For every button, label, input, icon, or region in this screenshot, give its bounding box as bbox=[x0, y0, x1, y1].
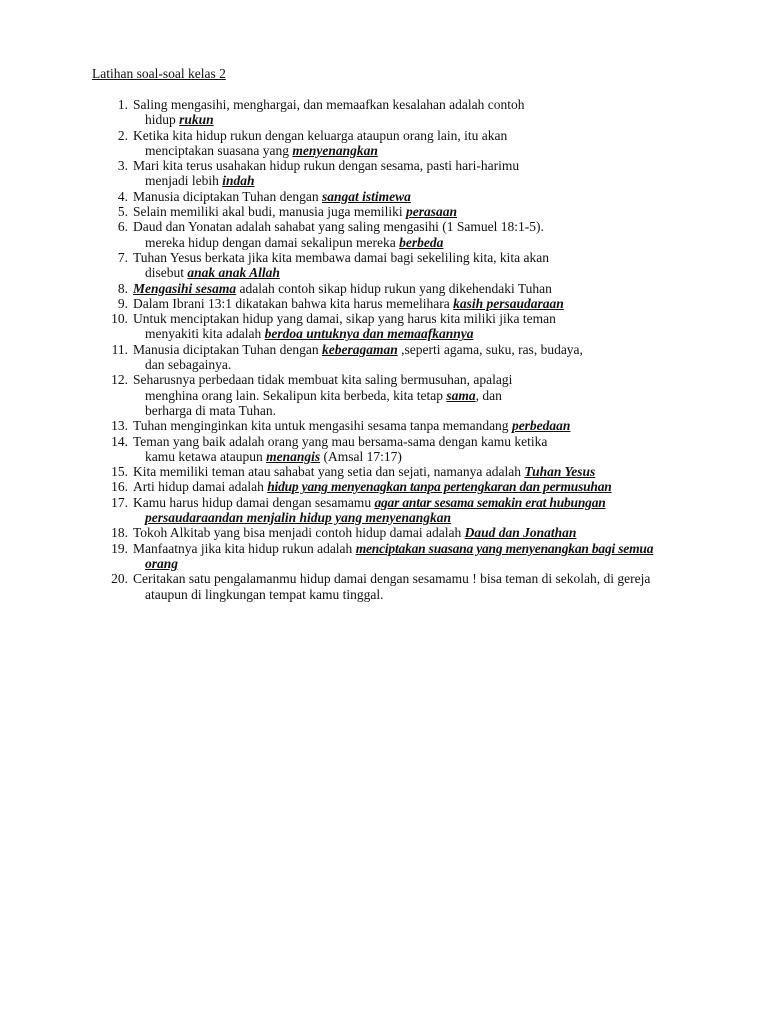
item-text: disebut bbox=[145, 265, 188, 281]
item-number: 12. bbox=[111, 372, 128, 388]
item-number: 6. bbox=[117, 219, 128, 235]
answer-text: menangis bbox=[266, 448, 321, 464]
item-text: Mari kita terus usahakan hidup rukun dengan sesama, pasti hari-harimu bbox=[133, 158, 520, 174]
list-item: 12. Seharusnya perbedaan tidak membuat kita saling bermusuhan, apalagi menghina orang lain. Sekalipun kita berbeda, kita tetap sama, dan berharga di mata Tuhan. bbox=[0, 372, 768, 418]
item-number: 18. bbox=[111, 525, 128, 541]
answer-text: agar antar sesama semakin erat hubungan bbox=[374, 494, 606, 510]
answer-text: keberagaman bbox=[321, 341, 398, 357]
answer-text: kasih persaudaraan bbox=[453, 295, 564, 311]
list-item bbox=[0, 571, 768, 602]
list-item bbox=[0, 189, 768, 204]
item-text: menjadi lebih bbox=[145, 173, 223, 189]
item-text: Selain memiliki akal budi, manusia juga memiliki bbox=[133, 204, 406, 220]
answer-text: sama bbox=[446, 387, 476, 403]
list-item bbox=[0, 464, 768, 479]
page-title: Latihan soal-soal kelas 2 bbox=[92, 66, 226, 81]
item-number: 13. bbox=[111, 418, 128, 434]
item-text: menyakiti kita adalah bbox=[145, 326, 265, 342]
answer-text: menciptakan suasana yang menyenangkan bagi semua bbox=[355, 540, 654, 556]
item-number: 4. bbox=[117, 188, 128, 204]
item-text: Tuhan Yesus berkata jika kita membawa damai bagi sekeliling kita, kita akan bbox=[133, 249, 550, 265]
item-text: Daud dan Yonatan adalah sahabat yang saling mengasihi (1 Samuel 18:1-5). bbox=[133, 219, 544, 235]
list-item bbox=[0, 204, 768, 219]
item-text: kamu ketawa ataupun bbox=[145, 448, 267, 464]
item-text: Kita memiliki teman atau sahabat yang setia dan sejati, namanya adalah bbox=[133, 464, 525, 480]
item-text: mereka hidup dengan damai sekalipun mereka bbox=[145, 234, 400, 250]
item-text: Manusia diciptakan Tuhan dengan bbox=[133, 188, 322, 204]
item-text: hidup bbox=[145, 112, 180, 128]
answer-text: Mengasihi sesama bbox=[133, 280, 237, 296]
answer-text: perasaan bbox=[405, 204, 457, 220]
item-text: Tokoh Alkitab yang bisa menjadi contoh hidup damai adalah bbox=[133, 525, 465, 541]
list-item bbox=[0, 525, 768, 540]
item-number: 5. bbox=[117, 204, 128, 220]
list-item bbox=[0, 97, 768, 128]
item-number: 11. bbox=[111, 341, 128, 357]
item-number: 20. bbox=[111, 571, 128, 587]
item-text: dan sebagainya. bbox=[145, 357, 232, 373]
item-text: berharga di mata Tuhan. bbox=[145, 402, 276, 418]
item-number: 9. bbox=[117, 295, 128, 311]
item-number: 17. bbox=[111, 494, 128, 510]
item-number: 3. bbox=[117, 158, 128, 174]
answer-text: hidup yang menyenagkan tanpa pertengkaran dan permusuhan bbox=[267, 479, 612, 495]
list-item bbox=[0, 250, 768, 281]
answer-text: menyenangkan bbox=[292, 142, 378, 158]
item-text: Tuhan menginginkan kita untuk mengasihi sesama tanpa memandang bbox=[133, 418, 512, 434]
answer-text: persaudaraandan menjalin hidup yang menyenangkan bbox=[145, 510, 452, 526]
item-text: Manfaatnya jika kita hidup rukun adalah bbox=[133, 540, 356, 556]
item-number: 7. bbox=[117, 249, 128, 265]
item-text: Teman yang baik adalah orang yang mau bersama-sama dengan kamu ketika bbox=[133, 433, 548, 449]
item-number: 15. bbox=[111, 464, 128, 480]
item-text: Manusia diciptakan Tuhan dengan bbox=[133, 341, 322, 357]
item-number: 16. bbox=[111, 479, 128, 495]
list-item bbox=[0, 128, 768, 159]
item-text: Kamu harus hidup damai dengan sesamamu bbox=[133, 494, 375, 510]
answer-text: berbeda bbox=[399, 234, 444, 250]
item-text: Ceritakan satu pengalamanmu hidup damai dengan sesamamu ! bisa teman di sekolah, di gereja bbox=[133, 571, 651, 587]
answer-text: anak anak Allah bbox=[187, 265, 280, 281]
answer-text: perbedaan bbox=[511, 418, 571, 434]
list-item bbox=[0, 296, 768, 311]
list-item bbox=[0, 495, 768, 526]
item-text: Saling mengasihi, menghargai, dan memaafkan kesalahan adalah contoh bbox=[133, 97, 525, 112]
answer-text: orang bbox=[145, 555, 179, 571]
item-text: menghina orang lain. Sekalipun kita berbeda, kita tetap bbox=[145, 387, 447, 403]
answer-text: Daud dan Jonathan bbox=[464, 525, 577, 541]
item-text: Dalam Ibrani 13:1 dikatakan bahwa kita harus memelihara bbox=[133, 295, 454, 311]
item-text: ataupun di lingkungan tempat kamu tinggal. bbox=[145, 586, 384, 602]
item-number: 14. bbox=[111, 433, 128, 449]
answer-text: sangat istimewa bbox=[321, 188, 411, 204]
item-text: Seharusnya perbedaan tidak membuat kita saling bermusuhan, apalagi bbox=[133, 372, 513, 388]
list-item: 11. Manusia diciptakan Tuhan dengan keberagaman ,seperti agama, suku, ras, budaya, dan sebagainya. bbox=[0, 342, 768, 373]
answer-text: berdoa untuknya dan memaafkannya bbox=[264, 326, 474, 342]
item-number: 1. bbox=[117, 97, 128, 112]
list-item bbox=[0, 219, 768, 250]
list-item bbox=[0, 158, 768, 189]
answer-text: indah bbox=[222, 173, 255, 189]
list-item: 8. Mengasihi sesama adalah contoh sikap hidup rukun yang dikehendaki Tuhan bbox=[0, 281, 768, 296]
item-number: 19. bbox=[111, 540, 128, 556]
list-item bbox=[0, 418, 768, 433]
answer-text: Tuhan Yesus bbox=[524, 464, 596, 480]
item-text: Arti hidup damai adalah bbox=[133, 479, 268, 495]
item-number: 10. bbox=[111, 311, 128, 327]
item-text: menciptakan suasana yang bbox=[145, 142, 293, 158]
item-text: Untuk menciptakan hidup yang damai, sikap yang harus kita miliki jika teman bbox=[133, 311, 556, 327]
list-item bbox=[0, 479, 768, 494]
item-number: 8. bbox=[117, 280, 128, 296]
list-item: 14. Teman yang baik adalah orang yang mau bersama-sama dengan kamu ketika kamu ketawa ataupun menangis (Amsal 17:17) bbox=[0, 434, 768, 465]
item-text: Ketika kita hidup rukun dengan keluarga ataupun orang lain, itu akan bbox=[133, 127, 508, 143]
list-item bbox=[0, 311, 768, 342]
answer-text: rukun bbox=[179, 112, 214, 128]
item-number: 2. bbox=[117, 127, 128, 143]
question-list bbox=[0, 97, 768, 602]
list-item bbox=[0, 541, 768, 572]
